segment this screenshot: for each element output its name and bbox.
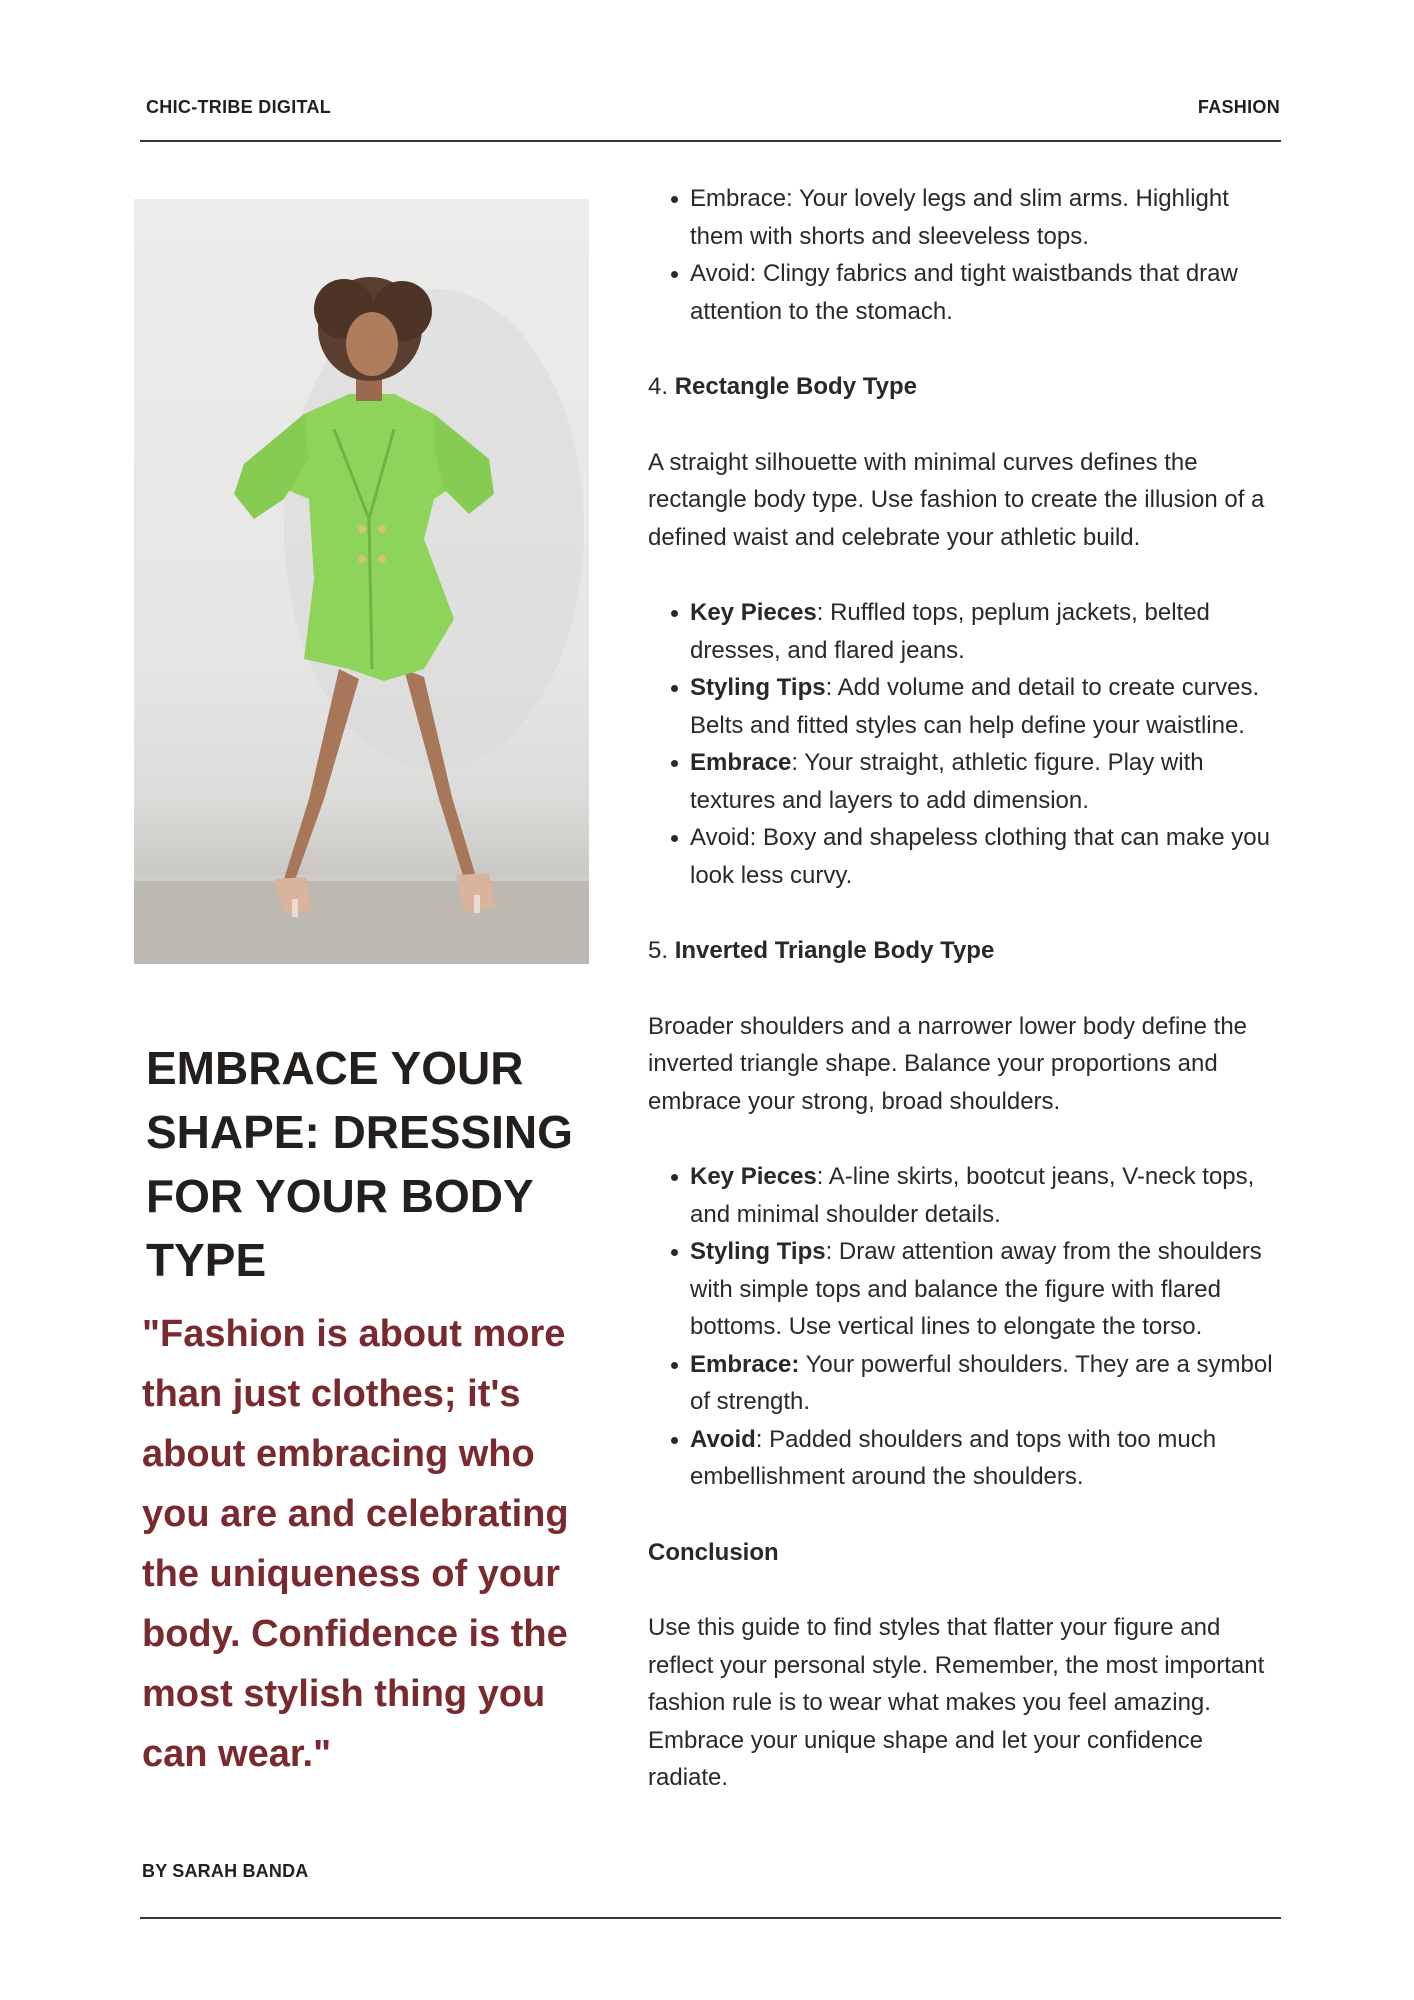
list-item: Embrace: Your lovely legs and slim arms. Highlight them with shorts and sleeveless tops.	[648, 180, 1288, 255]
article-title: EMBRACE YOUR SHAPE: DRESSING FOR YOUR BODY TYPE	[146, 1042, 573, 1286]
list-item: Embrace: Your powerful shoulders. They are a symbol of strength.	[648, 1346, 1288, 1421]
section-heading-rectangle: 4. Rectangle Body Type	[648, 373, 917, 400]
conclusion-heading: Conclusion	[648, 1538, 779, 1566]
rectangle-bullet-list	[648, 594, 1288, 894]
article-body	[648, 180, 1288, 1797]
conclusion-text: Use this guide to find styles that flatter your figure and reflect your personal style. Remember, the most important fashion rule is to wear what makes you feel amazing. Embrace your unique shape and let your confidence radiate.	[648, 1614, 1265, 1791]
model-photo	[134, 199, 589, 964]
list-item: Avoid: Clingy fabrics and tight waistbands that draw attention to the stomach.	[648, 255, 1288, 330]
list-item: Key Pieces: A-line skirts, bootcut jeans, V-neck tops, and minimal shoulder details.	[648, 1158, 1288, 1233]
footer-divider	[140, 1917, 1281, 1919]
section-intro-rectangle: A straight silhouette with minimal curves defines the rectangle body type. Use fashion to create the illusion of a defined waist and celebrate your athletic build.	[648, 448, 1265, 551]
list-item: Styling Tips: Draw attention away from the shoulders with simple tops and balance the figure with flared bottoms. Use vertical lines to elongate the torso.	[648, 1233, 1288, 1346]
pull-quote: "Fashion is about more than just clothes; it's about embracing who you are and celebrating the uniqueness of your body. Confidence is the most stylish thing you can wear."	[142, 1313, 569, 1775]
list-item: Avoid: Padded shoulders and tops with too much embellishment around the shoulders.	[648, 1421, 1288, 1496]
list-item: Styling Tips: Add volume and detail to create curves. Belts and fitted styles can help define your waistline.	[648, 669, 1288, 744]
header-divider	[140, 140, 1281, 142]
pear-bullet-list	[648, 180, 1288, 330]
section-heading-inverted-triangle: 5. Inverted Triangle Body Type	[648, 937, 995, 964]
list-item: Key Pieces: Ruffled tops, peplum jackets, belted dresses, and flared jeans.	[648, 594, 1288, 669]
section-intro-inverted-triangle: Broader shoulders and a narrower lower body define the inverted triangle shape. Balance your proportions and embrace your strong, broad shoulders.	[648, 1012, 1248, 1115]
section-label: FASHION	[1197, 97, 1280, 117]
brand-name: CHIC-TRIBE DIGITAL	[146, 97, 332, 117]
inverted-triangle-bullet-list	[648, 1158, 1288, 1496]
list-item: Avoid: Boxy and shapeless clothing that can make you look less curvy.	[648, 819, 1288, 894]
byline: BY SARAH BANDA	[142, 1861, 309, 1881]
list-item: Embrace: Your straight, athletic figure. Play with textures and layers to add dimension.	[648, 744, 1288, 819]
